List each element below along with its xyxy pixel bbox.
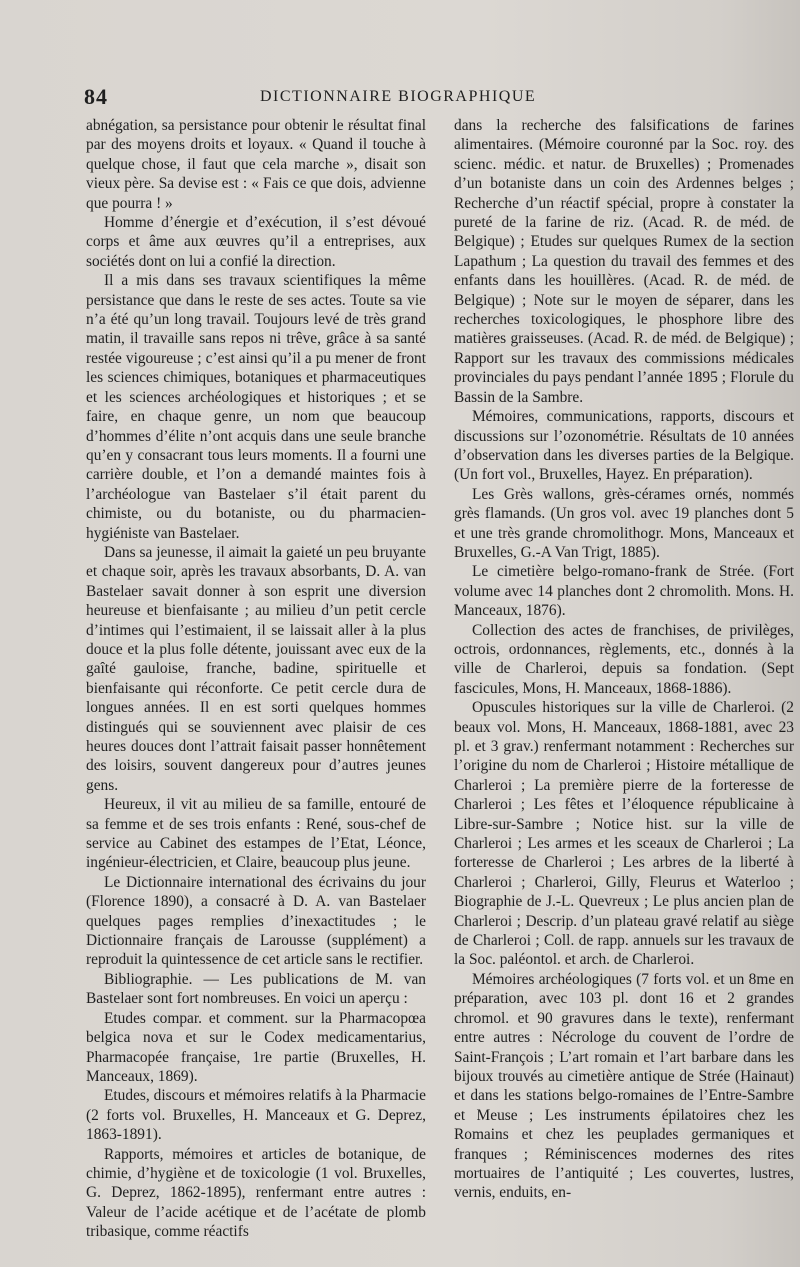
paragraph: abnégation, sa persistance pour obtenir le résultat final par des moyens droits et loyaux. « Quand il touche à quelque chose, il faut que cela marche », disait son vieux père. Sa devise est : « Fais ce que dois, advienne que pourra ! » (86, 117, 426, 212)
bibliography-entry: Mémoires archéologiques (7 forts vol. et un 8me en préparation, avec 103 pl. dont 16 et 2 grandes chromol. et 90 gravures dans le texte), renfermant entre autres : Nécrologe du couvent de l’ordre de Saint-François ; L’art romain et l’art barbare dans les bijoux trouvés au cimetière antique de Strée (Hainaut) et dans les stations belgo-romaines de l’Entre-Sambre et Meuse ; Les instruments épilatoires chez les Romains et chez les peuplades germaniques et franques ; Réminiscences modernes des rites mortuaires de l’antiquité ; Les couvertes, lustres, vernis, enduits, en- (454, 970, 794, 1202)
page-number: 84 (84, 84, 108, 109)
paragraph: Homme d’énergie et d’exécution, il s’est dévoué corps et âme aux œuvres qu’il a entreprises, aux sociétés dont on lui a confié la direction. (86, 214, 426, 270)
bibliography-entry: Opuscules historiques sur la ville de Charleroi. (2 beaux vol. Mons, H. Manceaux, 1868-1881, avec 23 pl. et 3 grav.) renfermant notamment : Recherches sur l’origine du nom de Charleroi ; Histoire métallique de Charleroi ; La première pierre de la forteresse de Charleroi ; Les fêtes et l’éloquence républicaine à Libre-sur-Sambre ; Notice hist. sur la ville de Charleroi ; Les armes et les sceaux de Charleroi ; La forteresse de Charleroi ; Les arbres de la liberté à Charleroi ; Charleroi, Gilly, Fleurus et Waterloo ; Biographie de J.-L. Quevreux ; Le plus ancien plan de Charleroi ; Descrip. d’un plateau gravé relatif au siège de Charleroi ; Coll. de rapp. annuels sur les travaux de la Soc. paléontol. et arch. de Charleroi. (454, 699, 794, 969)
bibliography-entry: Collection des actes de franchises, de privilèges, octrois, ordonnances, règlements, etc., donnés à la ville de Charleroi, depuis sa fondation. (Sept fascicules, Mons, H. Manceaux, 1868-1886). (454, 621, 794, 697)
bibliography-entry: dans la recherche des falsifications de farines alimentaires. (Mémoire couronné par la Soc. roy. des scienc. médic. et natur. de Bruxelles) ; Promenades d’un botaniste dans un coin des Ardennes belges ; Recherche d’un réactif spécial, propre à constater la pureté de la farine de riz. (Acad. R. de méd. de Belgique) ; Etudes sur quelques Rumex de la section Lapathum ; La question du travail des femmes et des enfants dans les houillères. (Acad. R. de méd. de Belgique) ; Note sur le moyen de séparer, dans les recherches toxicologiques, le phosphore libre des matières graisseuses. (Acad. R. de méd. de Belgique) ; Rapport sur les travaux des commissions médicales provinciales du pays pendant l’année 1895 ; Florule du Bassin de la Sambre. (454, 117, 794, 406)
bibliography-entry: Etudes, discours et mémoires relatifs à la Pharmacie (2 forts vol. Bruxelles, H. Manceaux et G. Deprez, 1863-1891). (86, 1087, 426, 1144)
paragraph: Heureux, il vit au milieu de sa famille, entouré de sa femme et de ses trois enfants : René, sous-chef de service au Cabinet des estampes de l’Etat, Léonce, ingénieur-électricien, et Claire, beaucoup plus jeune. (86, 796, 426, 872)
paragraph: Dans sa jeunesse, il aimait la gaieté un peu bruyante et chaque soir, après les travaux absorbants, D. A. van Bastelaer savait donner à son esprit une diversion heureuse et bienfaisante ; au milieu d’un petit cercle d’intimes qui l’estimaient, il se laissait aller à la plus douce et la plus folle détente, jouissant avec eux de la gaîté gauloise, franche, badine, spirituelle et bienfaisante qui réconforte. Ce petit cercle dura de longues années. Il en est sorti quelques hommes distingués qui se souviennent avec plaisir de ces heures douces dont l’attrait faisait passer honnêtement des loisirs, souvent dangereux pour d’autres jeunes gens. (86, 543, 426, 794)
running-title: DICTIONNAIRE BIOGRAPHIQUE (260, 88, 537, 105)
paragraph: Le Dictionnaire international des écrivains du jour (Florence 1890), a consacré à D. A. van Bastelaer quelques pages remplies d’inexactitudes ; le Dictionnaire français de Larousse (supplément) a reproduit la quintessence de cet article sans le rectifier. (86, 873, 426, 969)
right-column (454, 116, 794, 1203)
page-header (0, 84, 800, 108)
bibliography-entry: Etudes compar. et comment. sur la Pharmacopœa belgica nova et sur le Codex medicamentarius, Pharmacopée française, 1re partie (Bruxelles, H. Manceaux, 1869). (86, 1009, 426, 1085)
bibliography-entry: Mémoires, communications, rapports, discours et discussions sur l’ozonométrie. Résultats de 10 années d’observation dans les diverses parties de la Belgique. (Un fort vol., Bruxelles, Hayez. En préparation). (454, 408, 794, 484)
left-column (86, 116, 426, 1242)
bibliography-entry: Les Grès wallons, grès-cérames ornés, nommés grès flamands. (Un gros vol. avec 19 planches dont 5 et une très grande chromolithogr. Mons, Manceaux et Bruxelles, G.-A Van Trigt, 1885). (454, 485, 794, 561)
paragraph: Il a mis dans ses travaux scientifiques la même persistance que dans le reste de ses actes. Toute sa vie n’a été qu’un long travail. Toujours levé de très grand matin, il travaille sans repos ni trêve, grâce à sa santé restée vigoureuse ; c’est ainsi qu’il a pu mener de front les sciences chimiques, botaniques et pharmaceutiques et les sciences archéologiques et historiques ; et se faire, en chaque genre, un nom que beaucoup d’hommes d’élite n’ont acquis dans une seule branche qu’en y consacrant tous leurs moments. Il a fourni une carrière double, et l’on a demandé maintes fois à l’archéologue van Bastelaer s’il était parent du chimiste, ou du botaniste, ou du pharmacien-hygiéniste van Bastelaer. (86, 272, 426, 542)
bibliography-entry: Rapports, mémoires et articles de botanique, de chimie, d’hygiène et de toxicologie (1 vol. Bruxelles, G. Deprez, 1862-1895), renfermant entre autres : Valeur de l’acide acétique et de l’acétate de plomb tribasique, comme réactifs (86, 1145, 426, 1241)
bibliography-heading-paragraph: Bibliographie. — Les publications de M. van Bastelaer sont fort nombreuses. En voici un aperçu : (86, 970, 426, 1008)
bibliography-entry: Le cimetière belgo-romano-frank de Strée. (Fort volume avec 14 planches dont 2 chromolith. Mons. H. Manceaux, 1876). (454, 563, 794, 620)
